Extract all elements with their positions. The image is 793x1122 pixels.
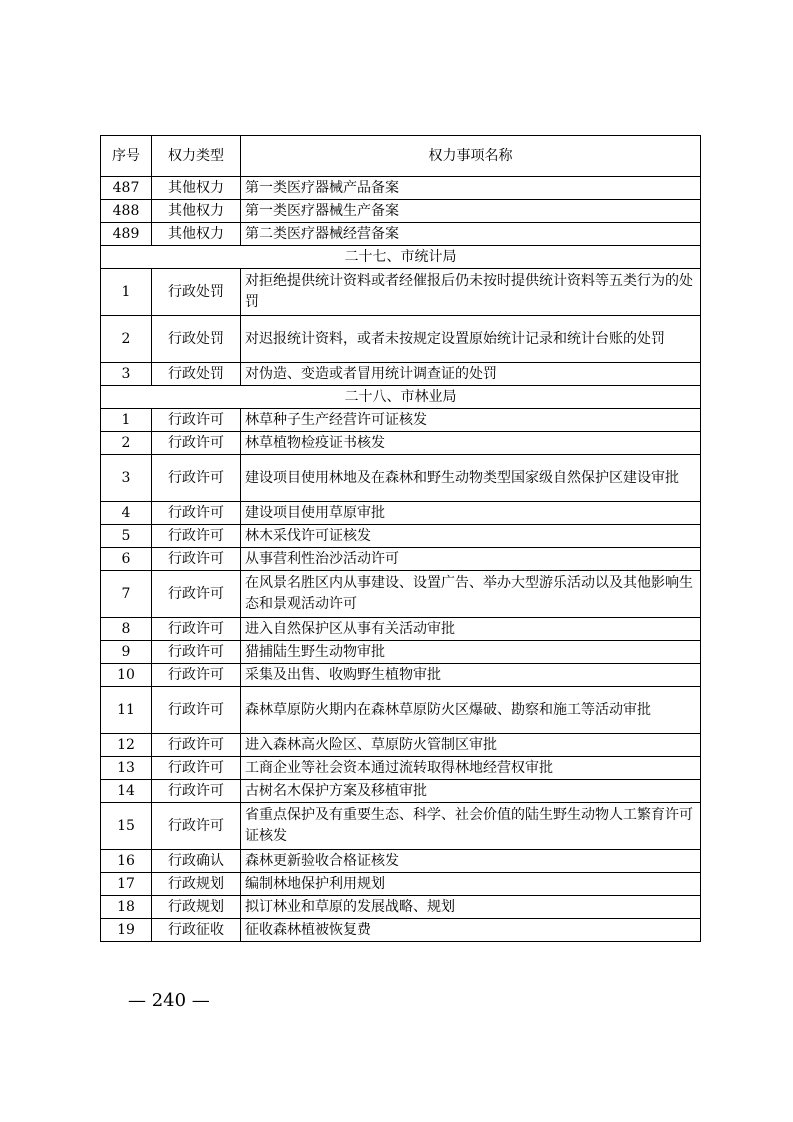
row-power-type: 行政许可 (152, 757, 241, 780)
row-serial: 1 (101, 269, 152, 316)
row-item-name: 从事营利性治沙活动许可 (241, 548, 701, 571)
row-item-name: 征收森林植被恢复费 (241, 919, 701, 942)
table-row (101, 757, 701, 780)
table-row (101, 525, 701, 548)
table-row (101, 432, 701, 455)
row-serial: 17 (101, 873, 152, 896)
row-item-name: 林草种子生产经营许可证核发 (241, 409, 701, 432)
table-row (101, 687, 701, 734)
table-row (101, 548, 701, 571)
table-row (101, 223, 701, 246)
row-power-type: 行政处罚 (152, 269, 241, 316)
row-item-name: 进入自然保护区从事有关活动审批 (241, 618, 701, 641)
row-serial: 3 (101, 455, 152, 502)
row-power-type: 行政许可 (152, 548, 241, 571)
row-power-type: 行政征收 (152, 919, 241, 942)
page-number: — 240 — (128, 990, 210, 1011)
row-power-type: 行政规划 (152, 896, 241, 919)
row-serial: 10 (101, 664, 152, 687)
row-power-type: 行政许可 (152, 409, 241, 432)
row-serial: 6 (101, 548, 152, 571)
row-serial: 18 (101, 896, 152, 919)
row-serial: 5 (101, 525, 152, 548)
row-serial: 11 (101, 687, 152, 734)
row-serial: 14 (101, 780, 152, 803)
row-item-name: 猎捕陆生野生动物审批 (241, 641, 701, 664)
row-power-type: 行政规划 (152, 873, 241, 896)
row-power-type: 行政许可 (152, 571, 241, 618)
row-item-name: 对拒绝提供统计资料或者经催报后仍未按时提供统计资料等五类行为的处罚 (241, 269, 701, 316)
header-power-type: 权力类型 (152, 136, 241, 177)
row-power-type: 行政处罚 (152, 316, 241, 363)
row-serial: 13 (101, 757, 152, 780)
row-item-name: 对迟报统计资料，或者未按规定设置原始统计记录和统计台账的处罚 (241, 316, 701, 363)
row-item-name: 在风景名胜区内从事建设、设置广告、举办大型游乐活动以及其他影响生态和景观活动许可 (241, 571, 701, 618)
row-item-name: 第二类医疗器械经营备案 (241, 223, 701, 246)
row-serial: 7 (101, 571, 152, 618)
header-serial: 序号 (101, 136, 152, 177)
table-row (101, 502, 701, 525)
row-power-type: 行政许可 (152, 618, 241, 641)
table-row (101, 316, 701, 363)
row-power-type: 行政许可 (152, 664, 241, 687)
header-item-name: 权力事项名称 (241, 136, 701, 177)
table-row (101, 269, 701, 316)
table-row (101, 734, 701, 757)
table-row (101, 571, 701, 618)
row-power-type: 行政许可 (152, 780, 241, 803)
row-serial: 12 (101, 734, 152, 757)
row-serial: 488 (101, 200, 152, 223)
row-item-name: 第一类医疗器械产品备案 (241, 177, 701, 200)
table-row (101, 641, 701, 664)
row-serial: 9 (101, 641, 152, 664)
table-row (101, 919, 701, 942)
row-item-name: 森林更新验收合格证核发 (241, 850, 701, 873)
row-power-type: 行政许可 (152, 432, 241, 455)
row-serial: 19 (101, 919, 152, 942)
row-item-name: 建设项目使用林地及在森林和野生动物类型国家级自然保护区建设审批 (241, 455, 701, 502)
row-serial: 4 (101, 502, 152, 525)
row-serial: 16 (101, 850, 152, 873)
row-serial: 487 (101, 177, 152, 200)
row-item-name: 森林草原防火期内在森林草原防火区爆破、勘察和施工等活动审批 (241, 687, 701, 734)
row-serial: 489 (101, 223, 152, 246)
row-item-name: 对伪造、变造或者冒用统计调查证的处罚 (241, 363, 701, 386)
table-row (101, 780, 701, 803)
row-power-type: 其他权力 (152, 223, 241, 246)
section-header-row (101, 386, 701, 409)
row-item-name: 林草植物检疫证书核发 (241, 432, 701, 455)
row-power-type: 行政许可 (152, 803, 241, 850)
table-row (101, 664, 701, 687)
row-power-type: 其他权力 (152, 177, 241, 200)
table-row (101, 618, 701, 641)
row-serial: 3 (101, 363, 152, 386)
row-power-type: 行政许可 (152, 687, 241, 734)
section-title: 二十七、市统计局 (101, 246, 701, 269)
table-row (101, 455, 701, 502)
row-item-name: 工商企业等社会资本通过流转取得林地经营权审批 (241, 757, 701, 780)
row-serial: 2 (101, 432, 152, 455)
table-row (101, 896, 701, 919)
table-row (101, 873, 701, 896)
power-items-table (100, 135, 701, 942)
table-row (101, 409, 701, 432)
section-header-row (101, 246, 701, 269)
section-title: 二十八、市林业局 (101, 386, 701, 409)
row-item-name: 古树名木保护方案及移植审批 (241, 780, 701, 803)
row-power-type: 行政许可 (152, 455, 241, 502)
row-item-name: 省重点保护及有重要生态、科学、社会价值的陆生野生动物人工繁育许可证核发 (241, 803, 701, 850)
row-serial: 15 (101, 803, 152, 850)
row-power-type: 行政处罚 (152, 363, 241, 386)
table-row (101, 363, 701, 386)
row-item-name: 进入森林高火险区、草原防火管制区审批 (241, 734, 701, 757)
row-item-name: 采集及出售、收购野生植物审批 (241, 664, 701, 687)
row-power-type: 行政许可 (152, 734, 241, 757)
row-item-name: 拟订林业和草原的发展战略、规划 (241, 896, 701, 919)
row-serial: 1 (101, 409, 152, 432)
row-power-type: 行政确认 (152, 850, 241, 873)
row-item-name: 第一类医疗器械生产备案 (241, 200, 701, 223)
table-row (101, 803, 701, 850)
row-item-name: 建设项目使用草原审批 (241, 502, 701, 525)
row-serial: 8 (101, 618, 152, 641)
table-row (101, 177, 701, 200)
row-item-name: 林木采伐许可证核发 (241, 525, 701, 548)
row-serial: 2 (101, 316, 152, 363)
table-header-row (101, 136, 701, 177)
table-row (101, 200, 701, 223)
row-power-type: 行政许可 (152, 502, 241, 525)
row-item-name: 编制林地保护利用规划 (241, 873, 701, 896)
row-power-type: 其他权力 (152, 200, 241, 223)
table-body (101, 177, 701, 942)
row-power-type: 行政许可 (152, 525, 241, 548)
table-row (101, 850, 701, 873)
row-power-type: 行政许可 (152, 641, 241, 664)
